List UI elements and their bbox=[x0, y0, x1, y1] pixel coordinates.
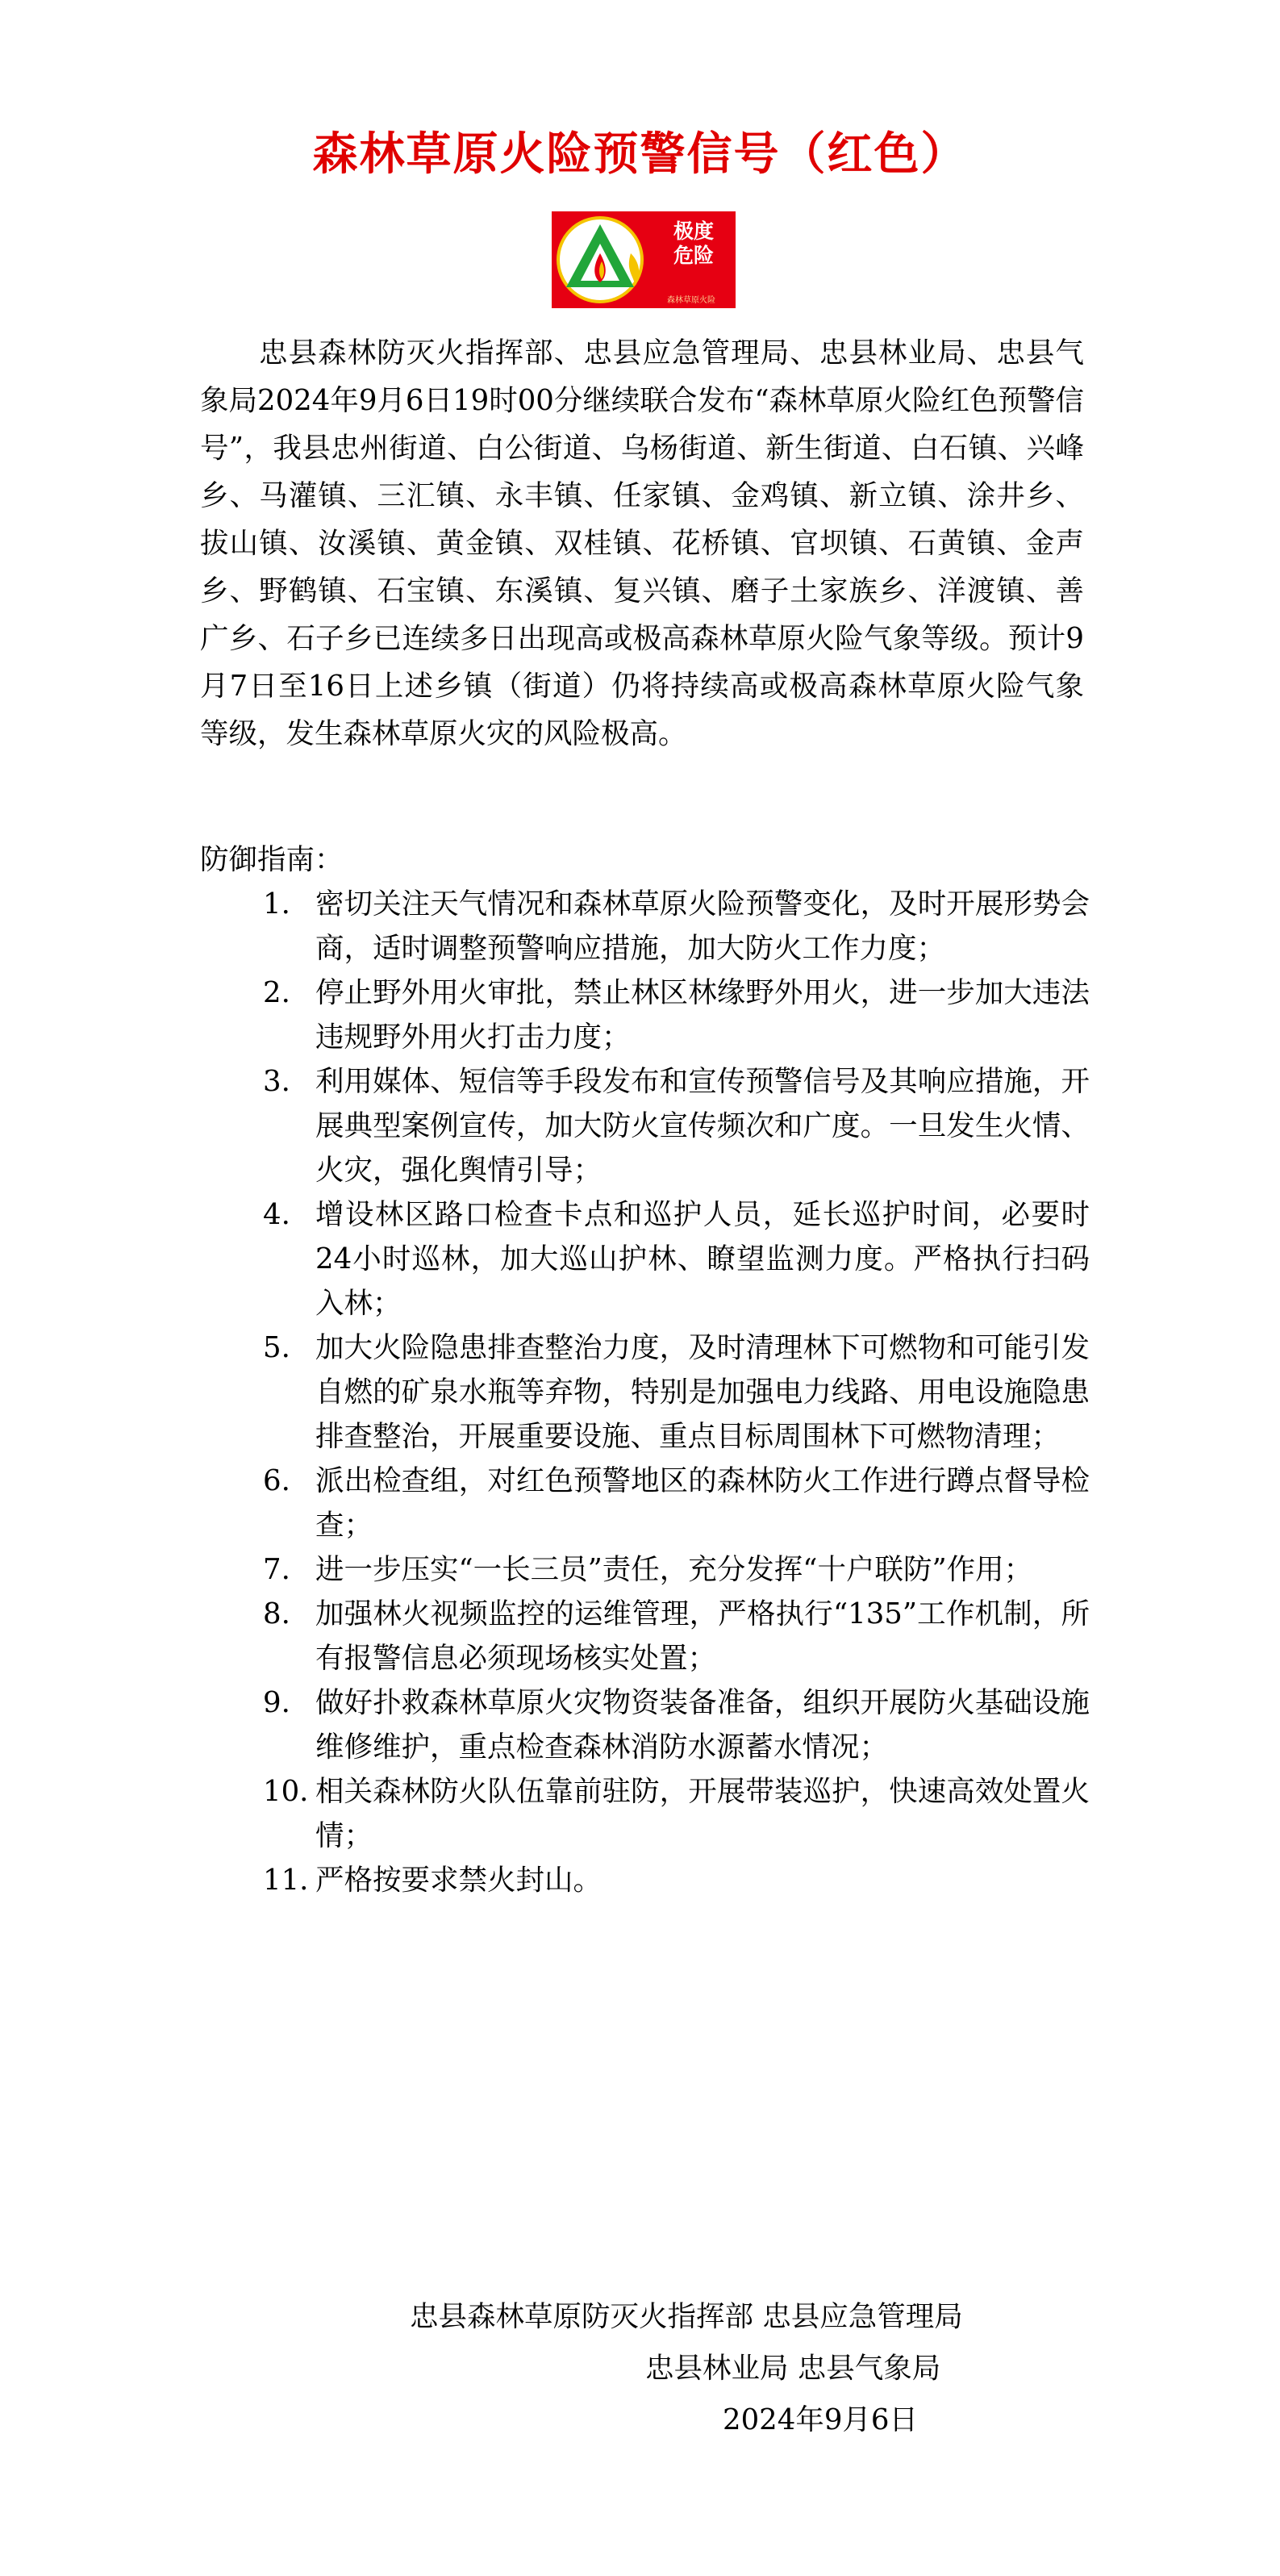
intro-paragraph: 忠县森林防灭火指挥部、忠县应急管理局、忠县林业局、忠县气象局2024年9月6日19时00分继续联合发布“森林草原火险红色预警信号”，我县忠州街道、白公街道、乌杨街道、新生街道、白石镇、兴峰乡、马灌镇、三汇镇、永丰镇、任家镇、金鸡镇、新立镇、涂井乡、拔山镇、汝溪镇、黄金镇、双桂镇、花桥镇、官坝镇、石黄镇、金声乡、野鹤镇、石宝镇、东溪镇、复兴镇、磨子土家族乡、洋渡镇、善广乡、石子乡已连续多日出现高或极高森林草原火险气象等级。预计9月7日至16日上述乡镇（街道）仍将持续高或极高森林草原火险气象等级，发生森林草原火灾的风险极高。 bbox=[200, 336, 1085, 750]
guide-item-number: 10. bbox=[263, 1775, 309, 1808]
guide-item-number: 2. bbox=[263, 976, 290, 1009]
guide-item bbox=[200, 1592, 1090, 1680]
guide-item-number: 7. bbox=[263, 1553, 290, 1586]
guide-item bbox=[200, 971, 1090, 1059]
guide-item-text: 增设林区路口检查卡点和巡护人员，延长巡护时间，必要时24小时巡林，加大巡山护林、瞭望监测力度。严格执行扫码入林； bbox=[315, 1198, 1090, 1320]
signature-issuers-line1: 忠县森林草原防灭火指挥部 忠县应急管理局 bbox=[410, 2300, 963, 2333]
guide-item-number: 5. bbox=[263, 1331, 290, 1364]
logo-footer: 森林草原火险 bbox=[667, 296, 715, 305]
guide-item-text: 加强林火视频监控的运维管理，严格执行“135”工作机制，所有报警信息必须现场核实处置； bbox=[315, 1597, 1090, 1675]
logo-text-line2: 危险 bbox=[673, 244, 714, 267]
guide-item bbox=[200, 1858, 1087, 1902]
fire-danger-logo bbox=[552, 211, 736, 308]
signature-date: 2024年9月6日 bbox=[723, 2403, 919, 2436]
guide-item-text: 严格按要求禁火封山。 bbox=[315, 1864, 602, 1897]
guide-item-text: 派出检查组，对红色预警地区的森林防火工作进行蹲点督导检查； bbox=[315, 1464, 1090, 1542]
guide-item-text: 做好扑救森林草原火灾物资装备准备，组织开展防火基础设施维修维护，重点检查森林消防水源蓄水情况； bbox=[315, 1686, 1090, 1764]
page-title: 森林草原火险预警信号（红色） bbox=[312, 127, 968, 181]
guide-item bbox=[200, 1547, 1087, 1592]
guide-item-text: 利用媒体、短信等手段发布和宣传预警信号及其响应措施，开展典型案例宣传，加大防火宣传频次和广度。一旦发生火情、火灾，强化舆情引导； bbox=[315, 1065, 1090, 1187]
guide-item-text: 加大火险隐患排查整治力度，及时清理林下可燃物和可能引发自燃的矿泉水瓶等弃物，特别是加强电力线路、用电设施隐患排查整治，开展重要设施、重点目标周围林下可燃物清理； bbox=[315, 1331, 1090, 1453]
guide-item bbox=[200, 1459, 1090, 1547]
guide-item-number: 8. bbox=[263, 1597, 290, 1630]
logo-text bbox=[663, 219, 724, 268]
guide-item-text: 进一步压实“一长三员”责任，充分发挥“十户联防”作用； bbox=[315, 1553, 1033, 1586]
guide-item bbox=[200, 1192, 1090, 1326]
guide-item-text: 密切关注天气情况和森林草原火险预警变化，及时开展形势会商，适时调整预警响应措施，加大防火工作力度； bbox=[315, 887, 1090, 965]
guide-item-number: 6. bbox=[263, 1464, 290, 1497]
guide-item bbox=[200, 1769, 1090, 1858]
guide-item bbox=[200, 1059, 1090, 1192]
guide-item-text: 相关森林防火队伍靠前驻防，开展带装巡护，快速高效处置火情； bbox=[315, 1775, 1090, 1852]
guide-item-text: 停止野外用火审批，禁止林区林缘野外用火，进一步加大违法违规野外用火打击力度； bbox=[315, 976, 1090, 1054]
guide-item-number: 3. bbox=[263, 1065, 290, 1098]
logo-text-line1: 极度 bbox=[673, 219, 714, 243]
guide-item bbox=[200, 882, 1090, 971]
guide-item-number: 4. bbox=[263, 1198, 290, 1231]
guide-item-number: 11. bbox=[263, 1864, 309, 1897]
guide-item bbox=[200, 1326, 1090, 1459]
guide-list bbox=[200, 882, 1090, 1902]
signature-issuers-line2: 忠县林业局 忠县气象局 bbox=[645, 2352, 941, 2385]
guide-heading: 防御指南： bbox=[200, 843, 344, 876]
guide-item bbox=[200, 1680, 1090, 1769]
guide-item-number: 9. bbox=[263, 1686, 290, 1719]
guide-item-number: 1. bbox=[263, 887, 290, 921]
